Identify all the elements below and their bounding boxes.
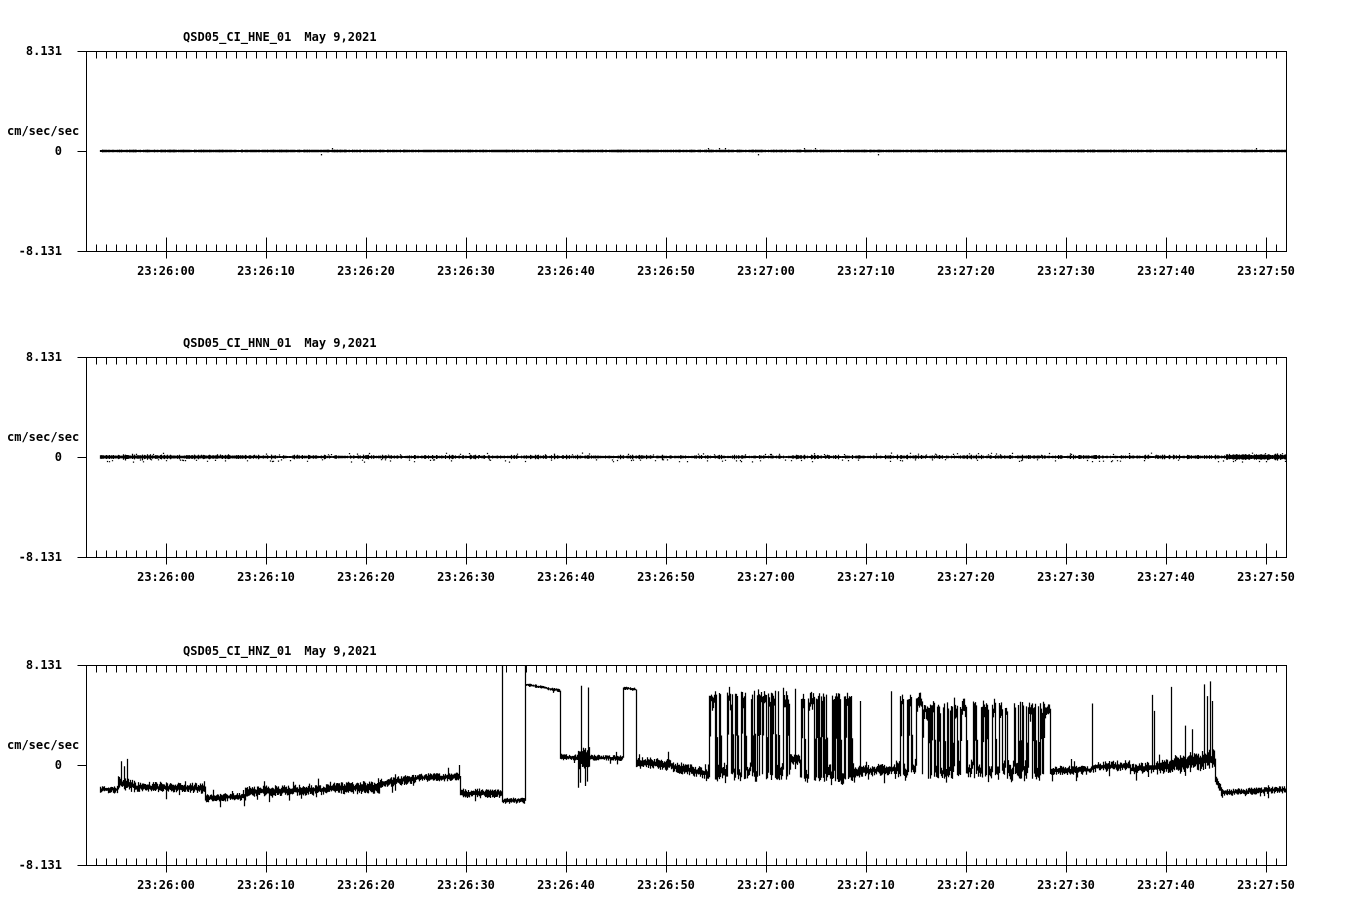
- ymin-label-hnz: -8.131: [18, 858, 62, 872]
- trace-hnz: [101, 666, 1286, 807]
- date-label: May 9,2021: [304, 644, 377, 658]
- yzero-label-hne: 0: [54, 144, 62, 158]
- date-label: May 9,2021: [304, 30, 377, 44]
- ymin-label-hnn: -8.131: [18, 550, 62, 564]
- xtick-label: 23:26:40: [537, 878, 595, 892]
- y-axis-unit-hnn: cm/sec/sec: [7, 430, 80, 444]
- xtick-label: 23:27:20: [937, 570, 995, 584]
- xtick-label: 23:27:10: [837, 264, 895, 278]
- y-axis-unit-hnz: cm/sec/sec: [7, 738, 80, 752]
- xtick-label: 23:26:30: [437, 570, 495, 584]
- xtick-label: 23:27:10: [837, 570, 895, 584]
- xtick-label: 23:26:20: [337, 264, 395, 278]
- yzero-label-hnn: 0: [54, 450, 62, 464]
- panel-hnn: [78, 358, 1295, 585]
- panel-title-hne: [183, 30, 377, 44]
- xtick-label: 23:27:00: [737, 878, 795, 892]
- trace-hnn: [101, 453, 1286, 463]
- y-axis-unit-hne: cm/sec/sec: [7, 124, 80, 138]
- xtick-label: 23:26:50: [637, 264, 695, 278]
- xtick-label: 23:26:40: [537, 264, 595, 278]
- xtick-label: 23:27:20: [937, 878, 995, 892]
- xtick-label: 23:26:00: [137, 878, 195, 892]
- ymax-label-hnn: 8.131: [25, 350, 62, 364]
- panel-title-hnz: [183, 644, 377, 658]
- xtick-label: 23:27:10: [837, 878, 895, 892]
- axes-hnn: [78, 358, 1287, 565]
- xtick-label: 23:26:20: [337, 878, 395, 892]
- xtick-label: 23:26:50: [637, 878, 695, 892]
- ymax-label-hnz: 8.131: [25, 658, 62, 672]
- panel-title-hnn: [183, 336, 377, 350]
- station-channel-label: QSD05_CI_HNE_01: [183, 30, 292, 44]
- xtick-label: 23:26:10: [237, 264, 295, 278]
- panel-hnz: [78, 666, 1295, 893]
- xtick-label: 23:27:00: [737, 570, 795, 584]
- trace-hne: [101, 148, 1286, 155]
- xtick-label: 23:26:10: [237, 570, 295, 584]
- xtick-label: 23:27:00: [737, 264, 795, 278]
- xtick-label: 23:27:20: [937, 264, 995, 278]
- xtick-label: 23:26:50: [637, 570, 695, 584]
- station-channel-label: QSD05_CI_HNN_01: [183, 336, 292, 350]
- xtick-label: 23:27:50: [1237, 264, 1295, 278]
- ymin-label-hne: -8.131: [18, 244, 62, 258]
- xtick-label: 23:27:30: [1037, 878, 1095, 892]
- xtick-label: 23:26:00: [137, 264, 195, 278]
- axes-hne: [78, 52, 1287, 259]
- panel-hne: [78, 52, 1295, 279]
- ymax-label-hne: 8.131: [25, 44, 62, 58]
- yzero-label-hnz: 0: [54, 758, 62, 772]
- xtick-label: 23:27:50: [1237, 878, 1295, 892]
- xtick-label: 23:26:40: [537, 570, 595, 584]
- xtick-label: 23:27:30: [1037, 264, 1095, 278]
- xtick-label: 23:27:40: [1137, 570, 1195, 584]
- xtick-label: 23:27:40: [1137, 878, 1195, 892]
- xtick-label: 23:26:30: [437, 878, 495, 892]
- station-channel-label: QSD05_CI_HNZ_01: [183, 644, 292, 658]
- xtick-label: 23:26:30: [437, 264, 495, 278]
- xtick-label: 23:26:20: [337, 570, 395, 584]
- xtick-label: 23:27:40: [1137, 264, 1195, 278]
- date-label: May 9,2021: [304, 336, 377, 350]
- xtick-label: 23:27:50: [1237, 570, 1295, 584]
- xtick-label: 23:26:00: [137, 570, 195, 584]
- xtick-label: 23:27:30: [1037, 570, 1095, 584]
- xtick-label: 23:26:10: [237, 878, 295, 892]
